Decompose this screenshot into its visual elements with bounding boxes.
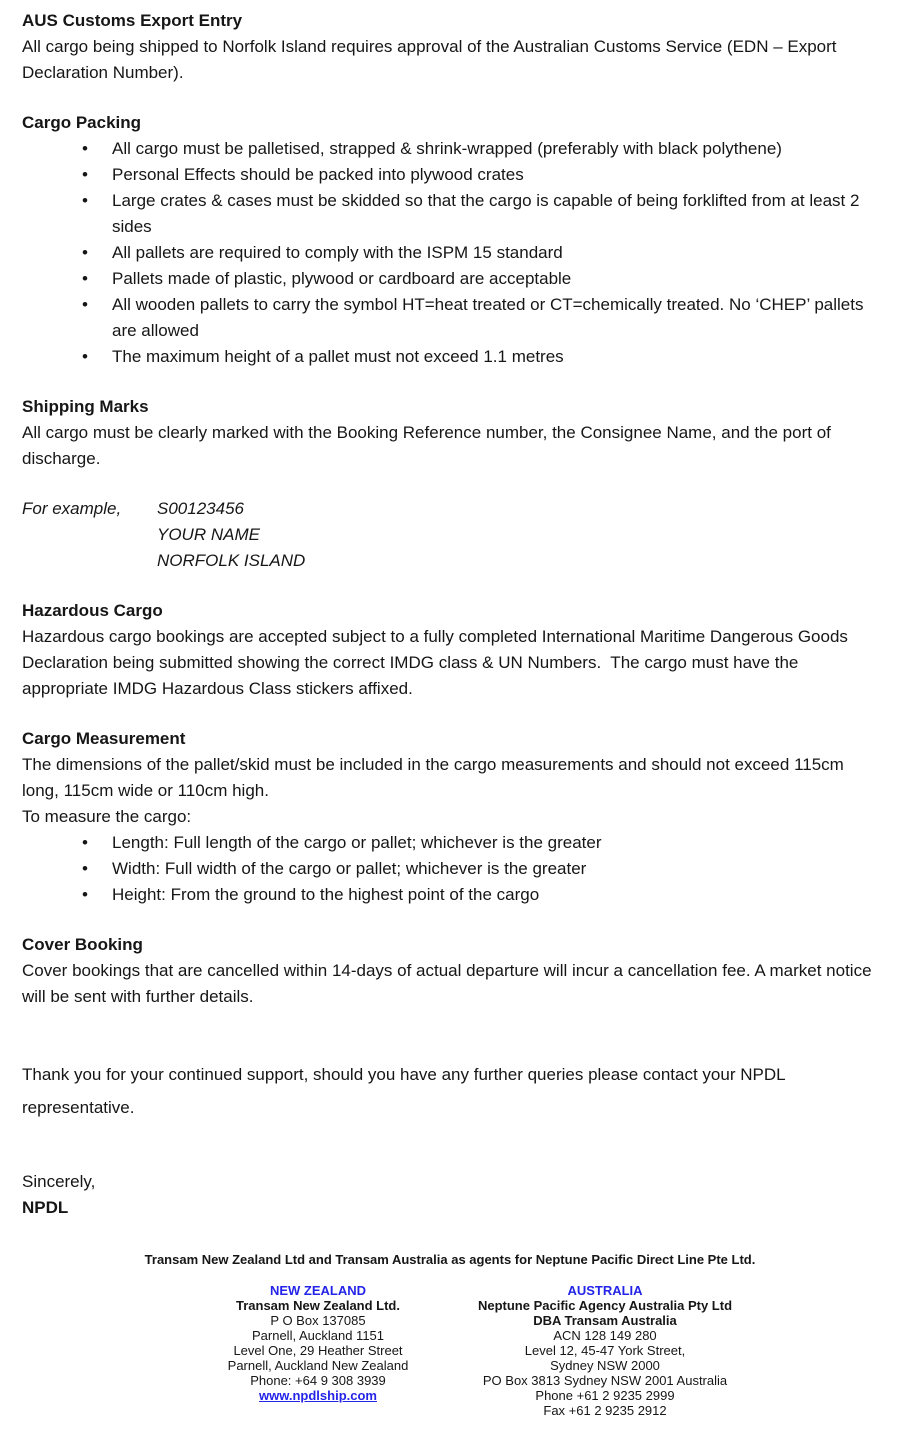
footer-column-new-zealand xyxy=(178,1283,458,1418)
footer-columns xyxy=(178,1283,878,1418)
footer-au-phone: Phone +61 2 9235 2999 xyxy=(535,1388,675,1403)
example-booking-reference: S00123456 xyxy=(157,499,244,518)
list-item: • Pallets made of plastic, plywood or cardboard are acceptable xyxy=(74,266,878,292)
footer-au-heading: AUSTRALIA xyxy=(567,1283,643,1298)
hazardous-paragraph: Hazardous cargo bookings are accepted subject to a fully completed International Maritime Dangerous Goods Declaration being submitted showing the correct IMDG class & UN Numbers. The cargo must have the appropriate IMDG Hazardous Class stickers affixed. xyxy=(22,627,853,698)
footer-nz-heading: NEW ZEALAND xyxy=(269,1283,367,1298)
footer-au-company: Neptune Pacific Agency Australia Pty Ltd xyxy=(477,1298,733,1313)
measurement-paragraph: The dimensions of the pallet/skid must be included in the cargo measurements and should not exceed 115cm long, 115cm wide or 110cm high. xyxy=(22,755,849,800)
footer-au-fax: Fax +61 2 9235 2912 xyxy=(543,1403,667,1418)
measurement-intro: To measure the cargo: xyxy=(22,807,192,826)
footer-nz-po-box: P O Box 137085 xyxy=(270,1313,366,1328)
list-item: • Height: From the ground to the highest point of the cargo xyxy=(74,882,878,908)
list-item: • Width: Full width of the cargo or pallet; whichever is the greater xyxy=(74,856,878,882)
cover-booking-paragraph: Cover bookings that are cancelled within 14-days of actual departure will incur a cancellation fee. A market notice will be sent with further details. xyxy=(22,961,877,1006)
signoff-name: NPDL xyxy=(22,1198,69,1217)
footer-column-australia xyxy=(465,1283,745,1418)
heading-cover-booking: Cover Booking xyxy=(22,935,143,954)
footer-nz-suburb: Parnell, Auckland 1151 xyxy=(251,1328,385,1343)
list-item: • Large crates & cases must be skidded so that the cargo is capable of being forklifted from at least 2 sides xyxy=(74,188,878,240)
footer-nz-city: Parnell, Auckland New Zealand xyxy=(227,1358,409,1373)
shipping-mark-example xyxy=(22,496,878,574)
closing-paragraph: Thank you for your continued support, should you have any further queries please contact your NPDL representative. xyxy=(22,1065,790,1117)
footer-nz-company: Transam New Zealand Ltd. xyxy=(236,1298,400,1313)
list-item: • All pallets are required to comply with the ISPM 15 standard xyxy=(74,240,878,266)
list-item: • Length: Full length of the cargo or pallet; whichever is the greater xyxy=(74,830,878,856)
footer-au-po-box: PO Box 3813 Sydney NSW 2001 Australia xyxy=(482,1373,728,1388)
example-lines xyxy=(157,496,305,574)
heading-cargo-packing: Cargo Packing xyxy=(22,113,142,132)
signoff xyxy=(22,1169,878,1221)
list-item: • All wooden pallets to carry the symbol HT=heat treated or CT=chemically treated. No ‘CHEP’ pallets are allowed xyxy=(74,292,878,344)
heading-aus-customs-export-entry: AUS Customs Export Entry xyxy=(22,11,243,30)
footer-au-acn: ACN 128 149 280 xyxy=(553,1328,657,1343)
footer-nz-phone: Phone: +64 9 308 3939 xyxy=(250,1373,386,1388)
footer-au-dba: DBA Transam Australia xyxy=(533,1313,677,1328)
example-consignee-name: YOUR NAME xyxy=(157,525,260,544)
letterhead-footer xyxy=(22,1252,878,1418)
footer-agents-line: Transam New Zealand Ltd and Transam Australia as agents for Neptune Pacific Direct Line Pte Ltd. xyxy=(144,1252,756,1267)
list-item: • All cargo must be palletised, strapped & shrink-wrapped (preferably with black polythene) xyxy=(74,136,878,162)
cargo-packing-list xyxy=(22,136,878,370)
list-item: • The maximum height of a pallet must not exceed 1.1 metres xyxy=(74,344,878,370)
footer-nz-street: Level One, 29 Heather Street xyxy=(233,1343,403,1358)
heading-hazardous-cargo: Hazardous Cargo xyxy=(22,601,163,620)
customs-paragraph: All cargo being shipped to Norfolk Island requires approval of the Australian Customs Service (EDN – Export Declaration Number). xyxy=(22,37,842,82)
cargo-measurement-list xyxy=(22,830,878,908)
list-item: • Personal Effects should be packed into plywood crates xyxy=(74,162,878,188)
footer-au-city: Sydney NSW 2000 xyxy=(550,1358,660,1373)
signoff-salutation: Sincerely, xyxy=(22,1172,96,1191)
heading-cargo-measurement: Cargo Measurement xyxy=(22,729,186,748)
footer-au-street: Level 12, 45-47 York Street, xyxy=(524,1343,686,1358)
example-label: For example, xyxy=(22,499,122,518)
shipping-marks-paragraph: All cargo must be clearly marked with the Booking Reference number, the Consignee Name, and the port of discharge. xyxy=(22,423,836,468)
heading-shipping-marks: Shipping Marks xyxy=(22,397,149,416)
example-port-of-discharge: NORFOLK ISLAND xyxy=(157,551,306,570)
website-link[interactable]: www.npdlship.com xyxy=(259,1388,377,1403)
